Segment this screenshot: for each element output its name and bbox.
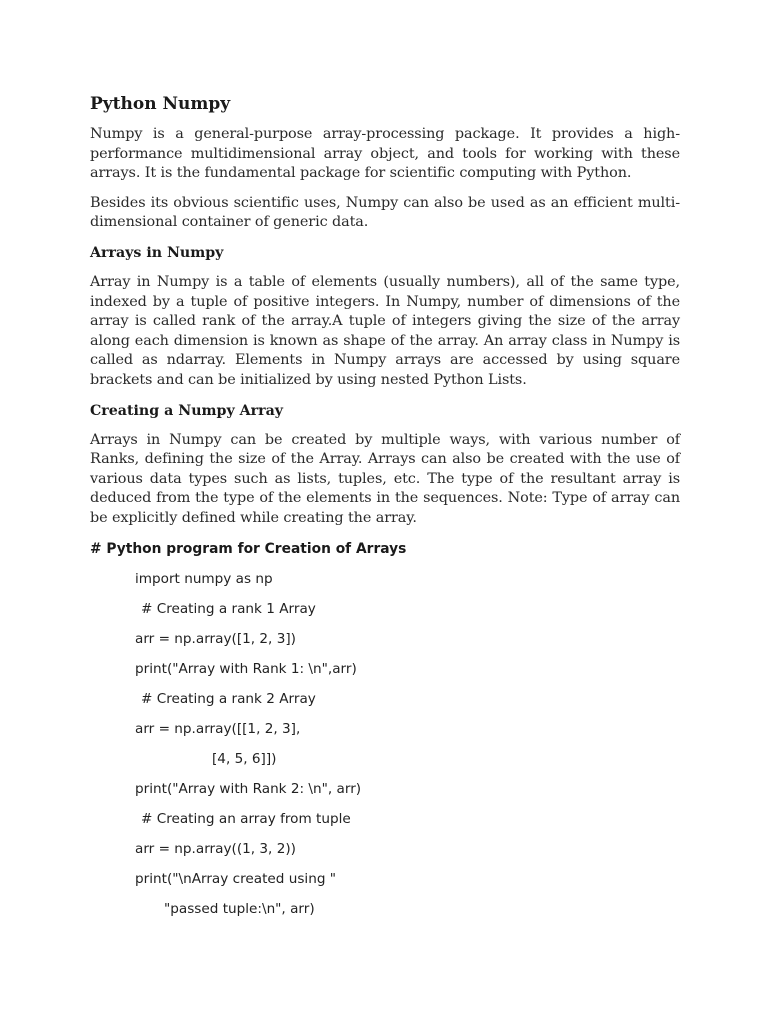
code-line: "passed tuple:\n", arr)	[164, 900, 315, 917]
code-line: print("\nArray created using "	[135, 870, 337, 887]
section-heading-arrays: Arrays in Numpy	[90, 244, 224, 261]
code-block	[90, 569, 680, 929]
document-title: Python Numpy	[90, 94, 231, 114]
section-heading-creating: Creating a Numpy Array	[90, 402, 284, 419]
code-line: import numpy as np	[135, 570, 273, 587]
section-body-arrays: Array in Numpy is a table of elements (usually numbers), all of the same type, indexed by a tuple of positive integers. In Numpy, number of dimensions of the array is called rank of the array.A tuple of integers giving the size of the array along each dimension is known as shape of the array. An array class in Numpy is called as ndarray. Elements in Numpy arrays are accessed by using square brackets and can be initialized by using nested Python Lists.	[90, 273, 680, 388]
code-line: print("Array with Rank 2: \n", arr)	[135, 780, 362, 797]
code-comment-line: # Creating a rank 1 Array	[141, 600, 316, 617]
code-comment-line: # Creating an array from tuple	[141, 810, 351, 827]
code-line: arr = np.array((1, 3, 2))	[135, 840, 296, 857]
code-line: print("Array with Rank 1: \n",arr)	[135, 660, 357, 677]
intro-paragraph-1: Numpy is a general-purpose array-processing package. It provides a high-performance multidimensional array object, and tools for working with these arrays. It is the fundamental package for scientific computing with Python.	[90, 126, 680, 182]
document-page	[90, 92, 680, 929]
intro-paragraph-2: Besides its obvious scientific uses, Numpy can also be used as an efficient multi-dimensional container of generic data.	[90, 194, 680, 231]
code-line: arr = np.array([[1, 2, 3],	[135, 720, 301, 737]
code-line: [4, 5, 6]])	[212, 750, 277, 767]
section-body-creating: Arrays in Numpy can be created by multiple ways, with various number of Ranks, defining the size of the Array. Arrays can also be created with the use of various data types such as lists, tuples, etc. The type of the resultant array is deduced from the type of the elements in the sequences. Note: Type of array can be explicitly defined while creating the array.	[90, 431, 680, 526]
code-comment-line: # Creating a rank 2 Array	[141, 690, 316, 707]
code-title: # Python program for Creation of Arrays	[90, 540, 407, 557]
code-line: arr = np.array([1, 2, 3])	[135, 630, 296, 647]
